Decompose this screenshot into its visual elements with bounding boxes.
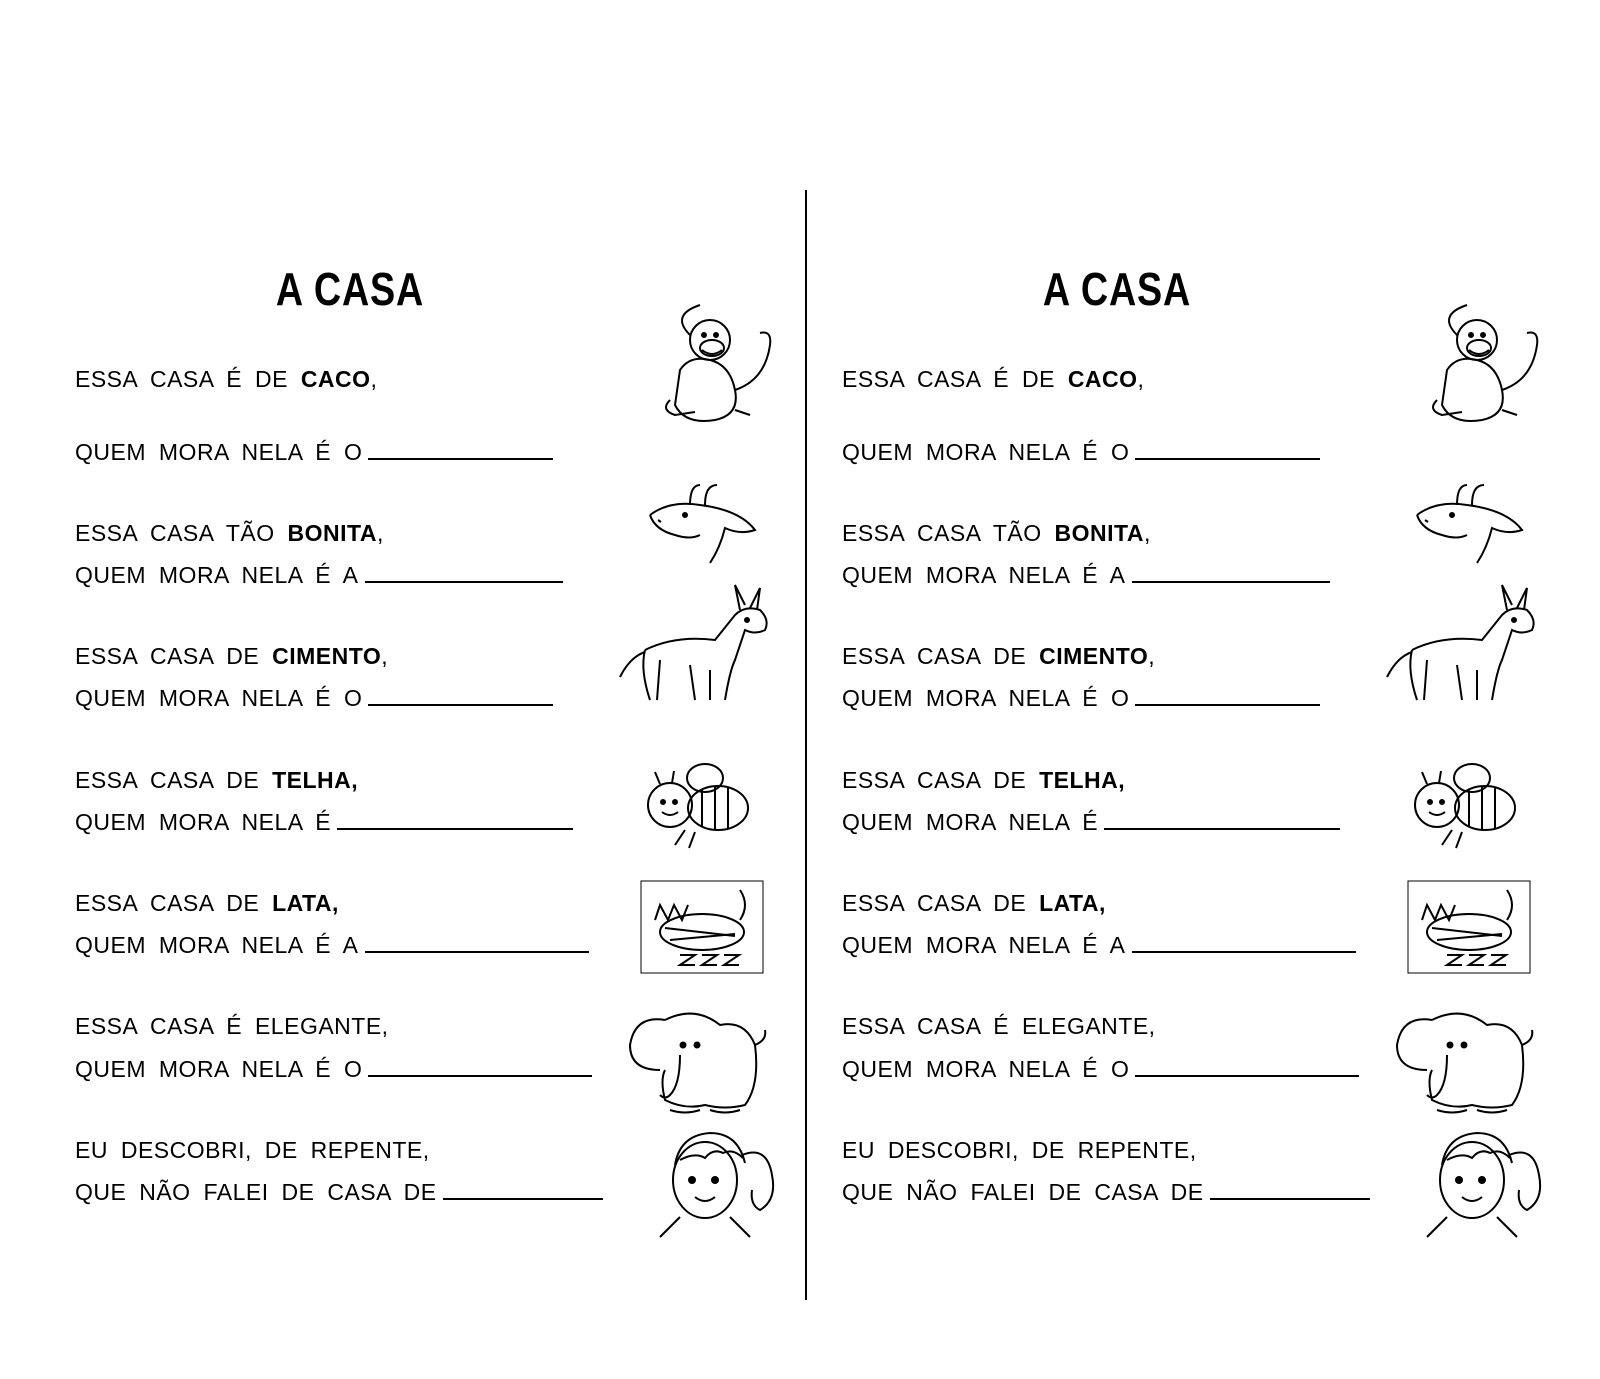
goat-icon <box>1407 480 1532 570</box>
stanza-2-line-2: QUEM MORA NELA É A <box>842 561 1330 589</box>
answer-blank[interactable] <box>1135 1055 1359 1077</box>
cockroach-icon <box>640 880 765 975</box>
stanza-1-line-2: QUEM MORA NELA É O <box>842 438 1320 466</box>
stanza-2-line-1: ESSA CASA TÃO BONITA, <box>75 520 384 546</box>
stanza-1-line-1: ESSA CASA É DE CACO, <box>75 366 378 392</box>
stanza-2-line-1: ESSA CASA TÃO BONITA, <box>842 520 1151 546</box>
answer-blank[interactable] <box>365 561 563 583</box>
answer-blank[interactable] <box>365 931 589 953</box>
bee-icon <box>640 760 760 855</box>
answer-blank[interactable] <box>368 438 553 460</box>
stanza-7-line-2: QUE NÃO FALEI DE CASA DE <box>842 1178 1370 1206</box>
girl-icon <box>1417 1125 1547 1240</box>
answer-blank[interactable] <box>1132 561 1330 583</box>
worksheet-right <box>767 0 1567 1379</box>
stanza-1-line-2: QUEM MORA NELA É O <box>75 438 553 466</box>
stanza-3-line-1: ESSA CASA DE CIMENTO, <box>842 643 1156 669</box>
answer-blank[interactable] <box>1135 684 1320 706</box>
elephant-icon <box>1392 1000 1537 1120</box>
stanza-6-line-2: QUEM MORA NELA É O <box>75 1055 592 1083</box>
stanza-4-line-2: QUEM MORA NELA É <box>75 808 573 836</box>
stanza-4-line-2: QUEM MORA NELA É <box>842 808 1340 836</box>
stanza-5-line-2: QUEM MORA NELA É A <box>75 931 589 959</box>
stanza-5-line-1: ESSA CASA DE LATA, <box>75 890 339 916</box>
answer-blank[interactable] <box>1135 438 1320 460</box>
donkey-icon <box>1382 580 1542 710</box>
stanza-2-line-2: QUEM MORA NELA É A <box>75 561 563 589</box>
goat-icon <box>640 480 765 570</box>
cockroach-icon <box>1407 880 1532 975</box>
answer-blank[interactable] <box>1210 1178 1370 1200</box>
donkey-icon <box>615 580 775 710</box>
page-title: A CASA <box>1042 263 1192 315</box>
bee-icon <box>1407 760 1527 855</box>
answer-blank[interactable] <box>1104 808 1340 830</box>
stanza-4-line-1: ESSA CASA DE TELHA, <box>75 767 359 793</box>
stanza-6-line-2: QUEM MORA NELA É O <box>842 1055 1359 1083</box>
page-title: A CASA <box>275 263 425 315</box>
stanza-6-line-1: ESSA CASA É ELEGANTE, <box>842 1013 1156 1039</box>
elephant-icon <box>625 1000 770 1120</box>
stanza-5-line-1: ESSA CASA DE LATA, <box>842 890 1106 916</box>
answer-blank[interactable] <box>443 1178 603 1200</box>
answer-blank[interactable] <box>1132 931 1356 953</box>
answer-blank[interactable] <box>337 808 573 830</box>
stanza-3-line-2: QUEM MORA NELA É O <box>842 684 1320 712</box>
stanza-7-line-1: EU DESCOBRI, DE REPENTE, <box>75 1137 430 1163</box>
stanza-6-line-1: ESSA CASA É ELEGANTE, <box>75 1013 389 1039</box>
answer-blank[interactable] <box>368 684 553 706</box>
stanza-7-line-1: EU DESCOBRI, DE REPENTE, <box>842 1137 1197 1163</box>
stanza-5-line-2: QUEM MORA NELA É A <box>842 931 1356 959</box>
stanza-7-line-2: QUE NÃO FALEI DE CASA DE <box>75 1178 603 1206</box>
stanza-3-line-2: QUEM MORA NELA É O <box>75 684 553 712</box>
stanza-3-line-1: ESSA CASA DE CIMENTO, <box>75 643 389 669</box>
answer-blank[interactable] <box>368 1055 592 1077</box>
stanza-1-line-1: ESSA CASA É DE CACO, <box>842 366 1145 392</box>
girl-icon <box>650 1125 780 1240</box>
stanza-4-line-1: ESSA CASA DE TELHA, <box>842 767 1126 793</box>
monkey-icon <box>1407 300 1557 430</box>
